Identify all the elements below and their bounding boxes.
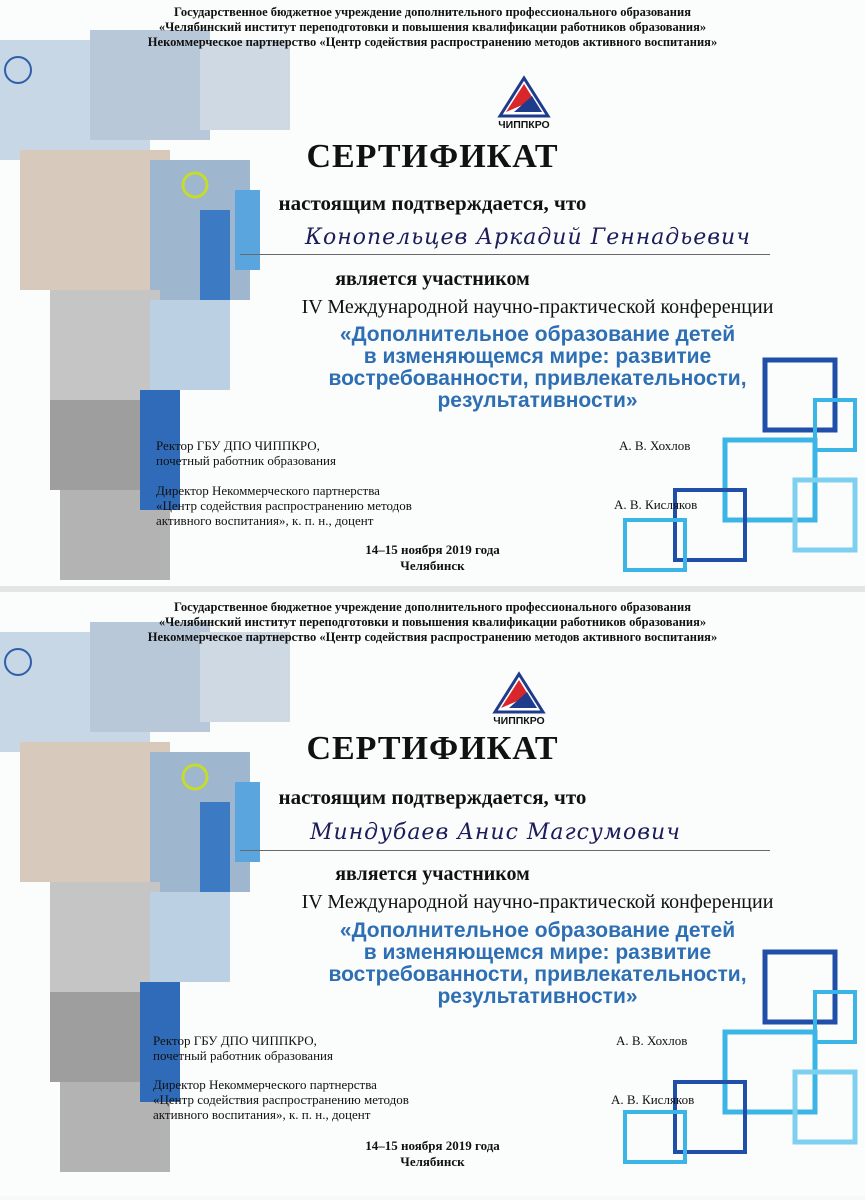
theme-line-3: востребованности, привлекательности, xyxy=(328,367,747,390)
logo-triangle-icon xyxy=(489,668,549,718)
signer-1-name: А. В. Хохлов xyxy=(619,438,691,453)
participant-text: является участником xyxy=(335,268,530,290)
signer-2-name: А. В. Кисляков xyxy=(611,1092,695,1107)
theme-line-4: результативности» xyxy=(437,985,638,1008)
signer-2-title-line-1: Директор Некоммерческого партнерства xyxy=(156,483,380,498)
participant-text: является участником xyxy=(335,863,530,885)
certificate-2 xyxy=(0,592,865,1196)
theme-line-1: «Дополнительное образование детей xyxy=(339,323,736,346)
conference-theme xyxy=(210,324,865,412)
confirmation-text: настоящим подтверждается, что xyxy=(278,785,587,809)
logo-text: ЧИППКРО xyxy=(498,119,550,131)
recipient-name: Миндубаев Анис Магсумович xyxy=(310,820,681,845)
signer-2-title xyxy=(153,1077,409,1122)
conference-name: IV Международной научно-практической конференции xyxy=(301,891,774,913)
signer-1-title xyxy=(153,1033,333,1063)
confirmation-text: настоящим подтверждается, что xyxy=(278,191,587,215)
name-underline xyxy=(240,850,770,851)
event-date: 14–15 ноября 2019 года xyxy=(365,542,500,557)
theme-line-3: востребованности, привлекательности, xyxy=(328,963,747,986)
event-city: Челябинск xyxy=(400,558,465,573)
header-line-3: Некоммерческое партнерство «Центр содействия распространению методов активного воспитания» xyxy=(147,630,718,644)
signer-1-title xyxy=(156,438,336,468)
theme-line-2: в изменяющемся мире: развитие xyxy=(363,345,712,368)
theme-line-4: результативности» xyxy=(437,389,638,412)
signer-1-title-line-2: почетный работник образования xyxy=(156,453,336,468)
signer-2-title-line-2: «Центр содействия распространению методов xyxy=(156,498,412,513)
event-date-place xyxy=(0,1138,865,1170)
chippkro-logo xyxy=(489,668,549,730)
name-underline xyxy=(240,254,770,255)
certificate-1 xyxy=(0,0,865,588)
signer-2-name: А. В. Кисляков xyxy=(614,497,698,512)
signer-1-title-line-2: почетный работник образования xyxy=(153,1048,333,1063)
signer-1-name: А. В. Хохлов xyxy=(616,1033,688,1048)
event-date-place xyxy=(0,542,865,574)
signer-1-title-line-1: Ректор ГБУ ДПО ЧИППКРО, xyxy=(153,1033,317,1048)
signer-2-title-line-3: активного воспитания», к. п. н., доцент xyxy=(156,513,374,528)
event-city: Челябинск xyxy=(400,1154,465,1169)
signer-1-title-line-1: Ректор ГБУ ДПО ЧИППКРО, xyxy=(156,438,320,453)
event-date: 14–15 ноября 2019 года xyxy=(365,1138,500,1153)
header-line-1: Государственное бюджетное учреждение дополнительного профессионального образования xyxy=(174,5,691,19)
signer-2-title-line-2: «Центр содействия распространению методов xyxy=(153,1092,409,1107)
certificate-title: СЕРТИФИКАТ xyxy=(306,138,559,175)
chippkro-logo xyxy=(494,72,554,134)
header-line-3: Некоммерческое партнерство «Центр содействия распространению методов активного воспитания» xyxy=(147,35,718,49)
conference-theme xyxy=(210,920,865,1008)
certificate-title: СЕРТИФИКАТ xyxy=(306,730,559,767)
issuer-header xyxy=(0,5,865,50)
logo-triangle-icon xyxy=(494,72,554,122)
header-line-2: «Челябинский институт переподготовки и повышения квалификации работников образования» xyxy=(158,20,707,34)
logo-text: ЧИППКРО xyxy=(493,715,545,727)
issuer-header xyxy=(0,600,865,645)
theme-line-1: «Дополнительное образование детей xyxy=(339,919,736,942)
header-line-1: Государственное бюджетное учреждение дополнительного профессионального образования xyxy=(174,600,691,614)
signer-2-title-line-3: активного воспитания», к. п. н., доцент xyxy=(153,1107,371,1122)
recipient-name: Конопельцев Аркадий Геннадьевич xyxy=(305,225,751,250)
conference-name: IV Международной научно-практической конференции xyxy=(301,296,774,318)
signer-2-title xyxy=(156,483,412,528)
signer-2-title-line-1: Директор Некоммерческого партнерства xyxy=(153,1077,377,1092)
header-line-2: «Челябинский институт переподготовки и повышения квалификации работников образования» xyxy=(158,615,707,629)
theme-line-2: в изменяющемся мире: развитие xyxy=(363,941,712,964)
